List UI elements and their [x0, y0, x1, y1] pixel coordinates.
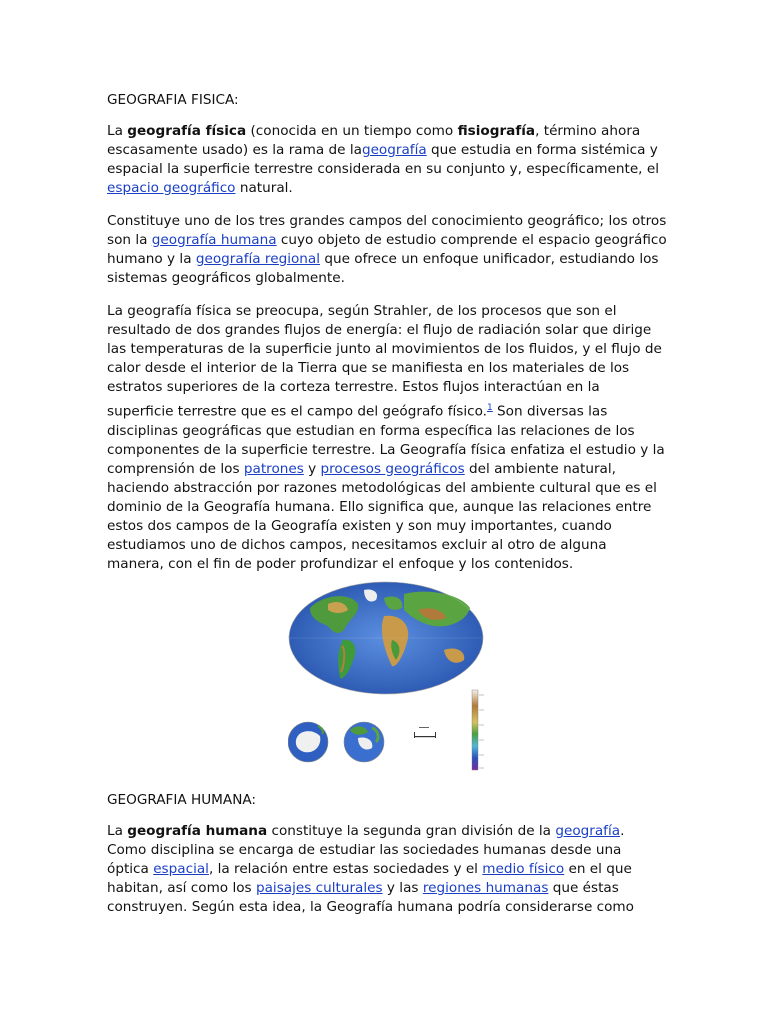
link-espacio-geografico[interactable]: espacio geográfico: [107, 180, 236, 196]
text-run: y las: [382, 880, 423, 896]
text-run: cuyo objeto de estudio comprende el espacio geográfico humano y la: [107, 232, 667, 267]
text-run: constituye la segunda gran división de la: [267, 823, 556, 839]
text-run: en el que habitan, así como los: [107, 861, 632, 896]
link-geografia-humana[interactable]: geografía humana: [151, 232, 277, 248]
map-scale-legend: [414, 727, 436, 738]
text-run: , término ahora escasamente usado) es la rama de la: [107, 123, 641, 158]
paragraph-physical-2: [107, 212, 667, 288]
link-paisajes-culturales[interactable]: paisajes culturales: [255, 880, 383, 896]
bold-term: geografía humana: [127, 823, 268, 839]
text-run: Constituye uno de los tres grandes campos del conocimiento geográfico; los otros son la: [107, 213, 667, 248]
link-geografia[interactable]: geografía: [555, 823, 621, 839]
arctic-globe: [344, 722, 384, 762]
heading-human-geography: GEOGRAFIA HUMANA:: [107, 792, 257, 808]
text-run: que éstas construyen. Según esta idea, la Geografía humana podría considerarse como: [107, 880, 634, 915]
link-espacial[interactable]: espacial: [153, 861, 209, 877]
bold-term: geografía física: [127, 123, 247, 139]
text-run: , la relación entre estas sociedades y el: [208, 861, 483, 877]
paragraph-physical-1: [107, 122, 667, 198]
text-run: La: [107, 123, 128, 139]
paragraph-physical-3: [107, 302, 667, 574]
text-run: que ofrece un enfoque unificador, estudiando los sistemas geográficos globalmente.: [107, 251, 659, 286]
footnote-ref-1[interactable]: 1: [487, 403, 493, 413]
elevation-color-bar: [472, 690, 484, 770]
text-run: La geografía física se preocupa, según Strahler, de los procesos que son el resultado de dos grandes flujos de energía: el flujo de radiación solar que dirige las temperaturas de la superficie junto al movimientos de los fluidos, y el flujo de calor desde el interior de la Tierra que se manifiesta en los materiales de los estratos superiores de la corteza terrestre. Estos flujos interactúan en la superficie terrestre que es el campo del geógrafo físico.: [107, 303, 662, 420]
link-patrones[interactable]: patrones: [243, 460, 304, 477]
text-run: del ambiente natural, haciendo abstracción por razones metodológicas del ambiente cultural que es el dominio de la Geografía humana. Ello significa que, aunque las relaciones entre estos dos campos de la Geografía existen y son muy importantes, cuando estudiamos uno de dichos campos, necesitamos excluir al otro de alguna manera, con el fin de poder profundizar el enfoque y los contenidos.: [107, 460, 657, 572]
text-run: La: [107, 823, 128, 839]
text-run: Son diversas las disciplinas geográficas que estudian en forma específica las relaciones de los componentes de la superficie terrestre. La Geografía física enfatiza el estudio y la comprensión de los: [107, 403, 665, 477]
world-relief-map-image: [288, 580, 498, 776]
paragraph-human-1: [107, 822, 667, 917]
link-geografia[interactable]: geografía: [361, 142, 427, 158]
text-run: y: [303, 460, 321, 477]
link-geografia-regional[interactable]: geografía regional: [195, 251, 321, 267]
antarctica-globe: [288, 722, 328, 762]
heading-physical-geography: GEOGRAFIA FISICA:: [107, 92, 239, 108]
text-run: (conocida en un tiempo como: [246, 123, 458, 139]
link-regiones-humanas[interactable]: regiones humanas: [422, 880, 549, 896]
text-run: que estudia en forma sistémica y espacial la superficie terrestre considerada en su conjunto y, específicamente, el: [107, 142, 659, 177]
link-procesos-geograficos[interactable]: procesos geográficos: [320, 460, 465, 477]
bold-term: fisiografía: [457, 123, 536, 139]
text-run: . Como disciplina se encarga de estudiar las sociedades humanas desde una óptica: [107, 823, 625, 877]
world-map-ellipse: [289, 582, 483, 694]
link-medio-fisico[interactable]: medio físico: [482, 861, 565, 877]
text-run: natural.: [235, 180, 293, 196]
